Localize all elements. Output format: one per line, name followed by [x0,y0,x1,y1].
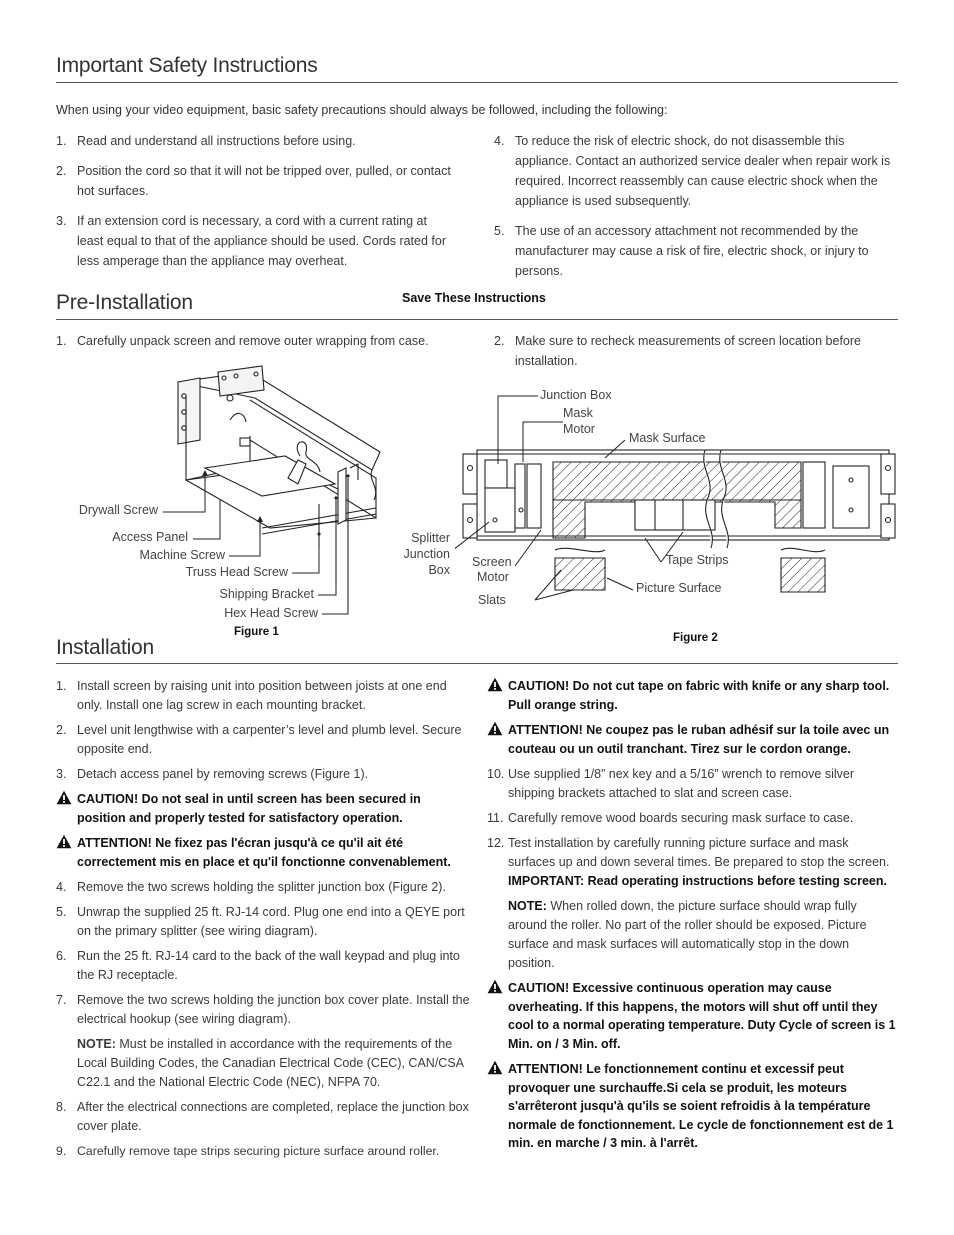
list-item: 7. Remove the two screws holding the junction box cover plate. Install the electrical hookup (see wiring diagram). NOTE: Must be installed in accordance with the requirements of the Local Building Codes, the Canadian Electrical Code (CEC), CAN/CSA C22.1 and the National Electric Code (NEC), NFPA 70. [56,991,470,1092]
list-item: 8. After the electrical connections are completed, replace the junction box cover plate. [56,1100,469,1133]
figure1-label-truss-head-screw: Truss Head Screw [185,565,288,579]
figure2-label-tape-strips: Tape Strips [666,553,729,567]
figure2-label-screen-motor-2: Motor [477,570,509,584]
installation-list-left [56,677,470,1167]
section-divider [56,319,898,320]
installation-list-right [487,677,899,1160]
attention-item: ATTENTION! Ne coupez pas le ruban adhésif sur la toile avec un couteau ou un outil tranchant. Tirez sur le cordon orange. [487,721,899,758]
figure1-label-shipping-bracket: Shipping Bracket [219,587,314,601]
list-item: 9. Carefully remove tape strips securing picture surface around roller. [56,1144,440,1158]
warning-icon [487,979,503,994]
figure1-label-machine-screw: Machine Screw [139,548,225,562]
note: NOTE: When rolled down, the picture surface should wrap fully around the roller. No part of the roller should be exposed. Picture surface and mask surfaces will automatically stop in the down position. [508,899,867,970]
figure2-label-splitter-2: Junction [403,547,450,561]
list-item: 4. Remove the two screws holding the splitter junction box (Figure 2). [56,880,446,894]
figure2-label-screen-motor-1: Screen [472,555,512,569]
list-item: 2. Position the cord so that it will not be tripped over, pulled, or contact hot surfaces. [56,164,451,198]
list-item: 2. Make sure to recheck measurements of screen location before installation. [494,334,862,368]
figure2-label-mask-surface: Mask Surface [629,431,706,445]
list-item: 6. Run the 25 ft. RJ-14 card to the back of the wall keypad and plug into the RJ receptacle. [56,949,460,982]
attention-item: ATTENTION! Ne fixez pas l'écran jusqu'à ce qu'il ait été correctement mis en place et qu'il fonctionne convenablement. [56,834,470,871]
list-item: 1. Read and understand all instructions before using. [56,134,356,148]
safety-intro: When using your video equipment, basic safety precautions should always be followed, including the following: [56,103,668,117]
section-divider [56,82,898,83]
list-item: 4. To reduce the risk of electric shock, do not disassemble this appliance. Contact an authorized service dealer when repair work is required. Incorrect reassembly can cause electric shock when the appliance is used subsequently. [494,134,891,208]
figure2-label-splitter-1: Splitter [411,531,450,545]
attention-item: ATTENTION! Le fonctionnement continu et excessif peut provoquer une surchauffe.Si cela se produit, les moteurs s'arrêteront jusqu'à qu'ils se soient refroidis à la température normale de fonctionnement. Le cycle de fonctionnement est de 1 min. en marche / 3 min. à l'arrêt. [487,1060,899,1153]
save-instructions-text: Save These Instructions [402,291,546,305]
list-item: 5. Unwrap the supplied 25 ft. RJ-14 cord. Plug one end into a QEYE port on the primary splitter (see wiring diagram). [56,905,465,938]
warning-icon [56,790,72,805]
figure1-diagram [0,360,400,630]
list-item: 1. Install screen by raising unit into position between joists at one end only. Install one lag screw in each mounting bracket. [56,679,447,712]
installation-title: Installation [56,636,154,659]
preinstall-list-left [56,331,456,361]
list-item: 5. The use of an accessory attachment not recommended by the manufacturer may cause a risk of fire, electric shock, or injury to persons. [494,224,869,278]
figure1-label-drywall-screw: Drywall Screw [78,503,158,517]
warning-icon [487,1060,503,1075]
section-divider [56,663,898,664]
warning-icon [487,721,503,736]
figure2-label-picture-surface: Picture Surface [636,581,722,595]
list-item: 1. Carefully unpack screen and remove outer wrapping from case. [56,334,429,348]
list-item: 2. Level unit lengthwise with a carpenter’s level and plumb level. Secure opposite end. [56,723,462,756]
figure2-label-splitter-3: Box [428,563,450,577]
safety-list-left [56,131,456,281]
figure1-label-access-panel: Access Panel [112,530,188,544]
caution-item: CAUTION! Do not seal in until screen has been secured in position and properly tested for satisfactory operation. [56,790,470,827]
figure1-caption: Figure 1 [234,626,279,638]
list-item: 10. Use supplied 1/8” nex key and a 5/16” wrench to remove silver shipping brackets attached to slat and screen case. [487,767,855,800]
preinstall-list-right [494,331,894,381]
figure2-caption: Figure 2 [673,632,718,644]
list-item: 12. Test installation by carefully running picture surface and mask surfaces up and down several times. Be prepared to stop the screen. IMPORTANT: Read operating instructions before testing screen. NOTE: When rolled down, the picture surface should wrap fully around the roller. No part of the roller should be exposed. Picture surface and mask surfaces will automatically stop in the down position. [487,834,899,973]
preinstall-title: Pre-Installation [56,291,193,314]
safety-list-right [494,131,894,291]
figure2-label-junction-box: Junction Box [540,388,612,402]
figure2-label-mask-motor-1: Mask [563,406,593,420]
figure1-label-hex-head-screw: Hex Head Screw [224,606,318,620]
caution-item: CAUTION! Excessive continuous operation may cause overheating. If this happens, the motors will shut off until they cool to a normal operating temperature. Duty Cycle of screen is 1 Min. on / 3 Min. off. [487,979,899,1053]
list-item: 11. Carefully remove wood boards securing mask surface to case. [487,811,854,825]
caution-item: CAUTION! Do not cut tape on fabric with knife or any sharp tool. Pull orange string. [487,677,899,714]
warning-icon [487,677,503,692]
figure2-label-slats: Slats [478,593,506,607]
safety-title: Important Safety Instructions [56,54,318,77]
warning-icon [56,834,72,849]
note: NOTE: Must be installed in accordance with the requirements of the Local Building Codes, the Canadian Electrical Code (CEC), CAN/CSA C22.1 and the National Electric Code (NEC), NFPA 70. [77,1037,464,1089]
list-item: 3. Detach access panel by removing screws (Figure 1). [56,767,369,781]
figure2-label-mask-motor-2: Motor [563,422,595,436]
list-item: 3. If an extension cord is necessary, a cord with a current rating at least equal to that of the appliance should be used. Cords rated for less amperage than the appliance may overheat. [56,214,446,268]
